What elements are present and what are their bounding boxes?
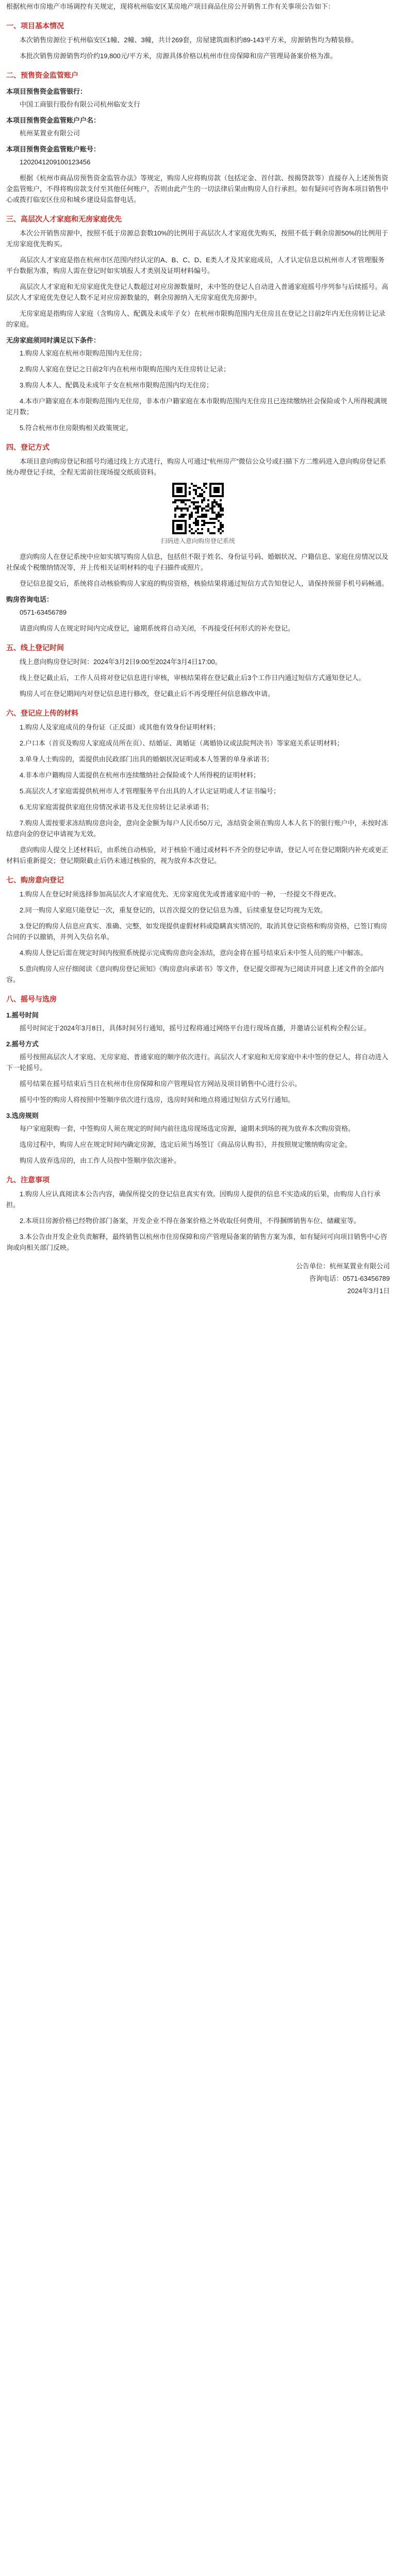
qr-code-wrapper xyxy=(6,483,390,534)
subsection-heading: 2.摇号方式 xyxy=(6,1040,39,1048)
body-paragraph: 中国工商银行股份有限公司杭州临安支行 xyxy=(20,100,141,108)
body-paragraph: 3.单身人士购房的，需提供由民政部门出具的婚姻状况证明或本人签署的单身承诺书； xyxy=(20,755,273,763)
body-paragraph: 摇号时间定于2024年3月8日，具体时间另行通知，摇号过程将通过网络平台进行现场直播，并邀请公证机构全程公证。 xyxy=(20,1024,371,1032)
subsection-heading: 本项目预售资金监管账户账号： xyxy=(6,145,101,153)
body-paragraph: 0571-63456789 xyxy=(20,608,67,616)
body-paragraph: 2.户口本（首页及购房人家庭成员所在页）、结婚证、离婚证（离婚协议或法院判决书）等家庭关系证明材料； xyxy=(20,739,344,747)
body-paragraph: 意向购房人在登记系统中应如实填写购房人信息，包括但不限于姓名、身份证号码、婚姻状况、户籍信息、家庭住房情况以及社保或个税缴纳情况等，并上传相关证明材料的电子扫描件或照片。 xyxy=(6,553,389,571)
signoff-date: 2024年3月1日 xyxy=(347,1287,390,1295)
company-label: 公告单位： xyxy=(295,1262,329,1270)
body-paragraph: 3.本公告由开发企业负责解释，最终销售以杭州市住房保障和房产管理局备案的销售方案为准，如有疑问可向项目销售中心咨询或向相关部门反映。 xyxy=(6,1233,387,1251)
body-paragraph: 摇号按照高层次人才家庭、无房家庭、普通家庭的顺序依次进行。高层次人才家庭和无房家庭中未中签的登记人，将自动进入下一轮摇号。 xyxy=(6,1053,389,1072)
qr-code-icon[interactable] xyxy=(172,483,224,534)
section-title: 二、预售资金监管账户 xyxy=(6,71,78,79)
signoff-hotline xyxy=(6,1273,390,1285)
body-paragraph: 购房人放弃选房的，由工作人员按中签顺序依次递补。 xyxy=(20,1157,181,1164)
body-paragraph: 4.购房人登记后需在规定时间内按照系统提示完成购房意向金冻结，意向金将在摇号结束后未中签人员的账户中解冻。 xyxy=(20,949,367,957)
section-title: 五、线上登记时间 xyxy=(6,643,64,652)
body-paragraph: 线上登记截止后，工作人员将对登记信息进行审核，审核结果将在登记截止后3个工作日内通过短信方式通知登记人。 xyxy=(20,674,366,682)
body-paragraph: 6.无房家庭需提供家庭住房情况承诺书及无住房转让记录承诺书； xyxy=(20,803,213,811)
section-title: 一、项目基本情况 xyxy=(6,22,64,30)
body-paragraph: 5.符合杭州市住房限购相关政策规定。 xyxy=(20,424,133,432)
section-title: 三、高层次人才家庭和无房家庭优先 xyxy=(6,215,122,223)
body-paragraph: 意向购房人提交上述材料后，由系统自动核验，对于核验不通过或材料不齐全的登记申请，登记人可在登记期限内补充或更正材料后重新提交；登记期限截止后仍未通过核验的，视为放弃本次登记。 xyxy=(6,846,389,865)
subsection-heading: 1.摇号时间 xyxy=(6,1011,39,1019)
hotline-label: 咨询电话： xyxy=(309,1275,343,1282)
body-paragraph: 本项目意向购房登记和摇号均通过线上方式进行，购房人可通过“杭州房产”微信公众号或扫描下方二维码进入意向购房登记系统办理登记手续，全程无需前往现场提交纸质资料。 xyxy=(6,457,386,476)
subsection-heading: 无房家庭须同时满足以下条件： xyxy=(6,336,101,344)
body-paragraph: 高层次人才家庭和无房家庭优先登记人数超过对应房源数量时，未中签的登记人自动进入普通家庭摇号序列参与后续摇号。高层次人才家庭优先登记人数不足对应房源数量的，剩余房源纳入无房家庭优先房源中。 xyxy=(6,283,389,301)
body-paragraph: 5.高层次人才家庭需提供杭州市人才管理服务平台出具的人才认定证明或人才证书编号； xyxy=(20,787,280,795)
body-paragraph: 7.购房人需按要求冻结购房意向金，意向金金额为每户人民币50万元，冻结资金须在购房人本人名下的银行账户中，未按时冻结意向金的登记申请视为无效。 xyxy=(6,819,388,838)
subsection-heading: 本项目预售资金监管账户户名： xyxy=(6,116,101,124)
body-paragraph: 2.本项目房源价格已经物价部门备案，开发企业不得在备案价格之外收取任何费用，不得捆绑销售车位、储藏室等。 xyxy=(20,1217,360,1225)
body-paragraph: 4.本市户籍家庭在本市限购范围内无住房，非本市户籍家庭在本市限购范围内无住房且已连续缴纳社会保险或个人所得税满规定月数； xyxy=(6,397,387,416)
body-paragraph: 2.购房人家庭在登记之日前2年内在杭州市限购范围内无住房转让记录； xyxy=(20,365,230,373)
section-title: 八、摇号与选房 xyxy=(6,995,57,1003)
body-paragraph: 登记信息提交后，系统将自动核验购房人家庭的购房资格，核验结果将通过短信方式告知登记人，请保持预留手机号码畅通。 xyxy=(20,580,389,587)
body-paragraph: 杭州某置业有限公司 xyxy=(20,129,80,137)
body-paragraph: 本次公开销售房源中，按照不低于房源总套数10%的比例用于高层次人才家庭优先购买，按照不低于剩余房源50%的比例用于无房家庭优先购买。 xyxy=(6,229,389,248)
section-title: 六、登记应上传的材料 xyxy=(6,709,78,717)
body-paragraph: 高层次人才家庭是指在杭州市区范围内经认定的A、B、C、D、E类人才及其家庭成员，人才认定信息以杭州市人才管理服务平台数据为准，购房人需在登记时如实填报人才类别及证明材料编号。 xyxy=(6,256,385,275)
body-paragraph: 无房家庭是指购房人家庭（含购房人、配偶及未成年子女）在杭州市限购范围内无住房且在登记之日前2年内无住房转让记录的家庭。 xyxy=(6,310,386,328)
body-paragraph: 每户家庭限购一套，中签购房人须在规定的时间内前往选房现场选定房源，逾期未到场的视为放弃本次购房资格。 xyxy=(20,1125,355,1132)
subsection-heading: 购房咨询电话： xyxy=(6,596,54,603)
body-paragraph: 请意向购房人在规定时间内完成登记，逾期系统将自动关闭，不再接受任何形式的补充登记。 xyxy=(20,624,295,632)
company-name: 杭州某置业有限公司 xyxy=(329,1262,390,1270)
body-paragraph: 摇号结果在摇号结束后当日在杭州市住房保障和房产管理局官方网站及项目销售中心进行公示。 xyxy=(20,1080,302,1088)
body-paragraph: 选房过程中，购房人应在规定时间内确定房源，选定后须当场签订《商品房认购书》，并按照规定缴纳购房定金。 xyxy=(20,1141,352,1148)
body-paragraph: 本次销售房源位于杭州临安区1幢、2幢、3幢，共计269套，房屋建筑面积约89-143平方米，房源销售均为精装修。 xyxy=(20,36,358,44)
body-paragraph: 1.购房人家庭在杭州市限购范围内无住房； xyxy=(20,349,146,357)
body-paragraph: 5.意向购房人应仔细阅读《意向购房登记须知》《购房意向承诺书》等文件，登记提交即视为已阅读并同意上述文件的全部内容。 xyxy=(6,965,384,984)
body-paragraph: 3.购房人本人、配偶及未成年子女在杭州市限购范围内均无住房； xyxy=(20,381,213,389)
body-paragraph: 1.购房人应认真阅读本公告内容，确保所提交的登记信息真实有效。因购房人提供的信息不实造成的后果，由购房人自行承担。 xyxy=(6,1190,381,1209)
section-title: 七、购房意向登记 xyxy=(6,876,64,884)
qr-caption: 扫码进入意向购房登记系统 xyxy=(160,537,235,545)
hotline-number: 0571-63456789 xyxy=(342,1275,390,1282)
sections-container xyxy=(6,20,390,1253)
section-title: 九、注意事项 xyxy=(6,1176,50,1184)
body-paragraph: 本批次销售房源销售均价约19,800元/平方米，房源具体价格以杭州市住房保障和房产管理局备案价格为准。 xyxy=(20,52,337,60)
body-paragraph: 2.同一购房人家庭只能登记一次，重复登记的，以首次提交的登记信息为准，后续重复登记均视为无效。 xyxy=(20,906,327,914)
body-paragraph: 1.购房人在登记时须选择参加高层次人才家庭优先、无房家庭优先或普通家庭中的一种，一经提交不得更改。 xyxy=(20,890,340,898)
body-paragraph: 1202041209100123456 xyxy=(20,158,91,166)
signoff-block xyxy=(6,1260,390,1297)
signoff-company xyxy=(6,1260,390,1273)
body-paragraph: 购房人可在登记期间内对登记信息进行修改，登记截止后不再受理任何信息修改申请。 xyxy=(20,690,275,698)
body-paragraph: 1.购房人及家庭成员的身份证（正反面）或其他有效身份证明材料； xyxy=(20,723,220,731)
body-paragraph: 3.登记的购房人信息应真实、准确、完整，如发现提供虚假材料或隐瞒真实情况的，取消其登记资格和购房资格，已签订购房合同的予以撤销，并列入失信名单。 xyxy=(6,922,387,941)
subsection-heading: 3.选房规则 xyxy=(6,1112,39,1120)
body-paragraph: 线上意向购房登记时间：2024年3月2日9:00至2024年3月4日17:00。 xyxy=(20,658,222,666)
intro-paragraph: 根据杭州市房地产市场调控有关规定，现将杭州临安区某房地产项目商品住房公开销售工作有关事项公告如下： xyxy=(6,3,335,10)
body-paragraph: 摇号中签的购房人将按照中签顺序依次进行选房，选房时间和地点将通过短信方式另行通知。 xyxy=(20,1096,295,1104)
body-paragraph: 根据《杭州市商品房预售资金监管办法》等规定，购房人应将购房款（包括定金、首付款、按揭贷款等）直接存入上述预售资金监管账户，不得将购房款支付至其他任何账户，否则由此产生的一切法律后果由购房人自行承担。如有疑问可咨询本项目销售中心或拨打临安区住房和城乡建设局监督电话。 xyxy=(6,174,389,204)
subsection-heading: 本项目预售资金监管银行： xyxy=(6,88,87,95)
body-paragraph: 4.非本市户籍购房人需提供在杭州市连续缴纳社会保险或个人所得税的证明材料； xyxy=(20,771,260,779)
section-title: 四、登记方式 xyxy=(6,443,50,451)
